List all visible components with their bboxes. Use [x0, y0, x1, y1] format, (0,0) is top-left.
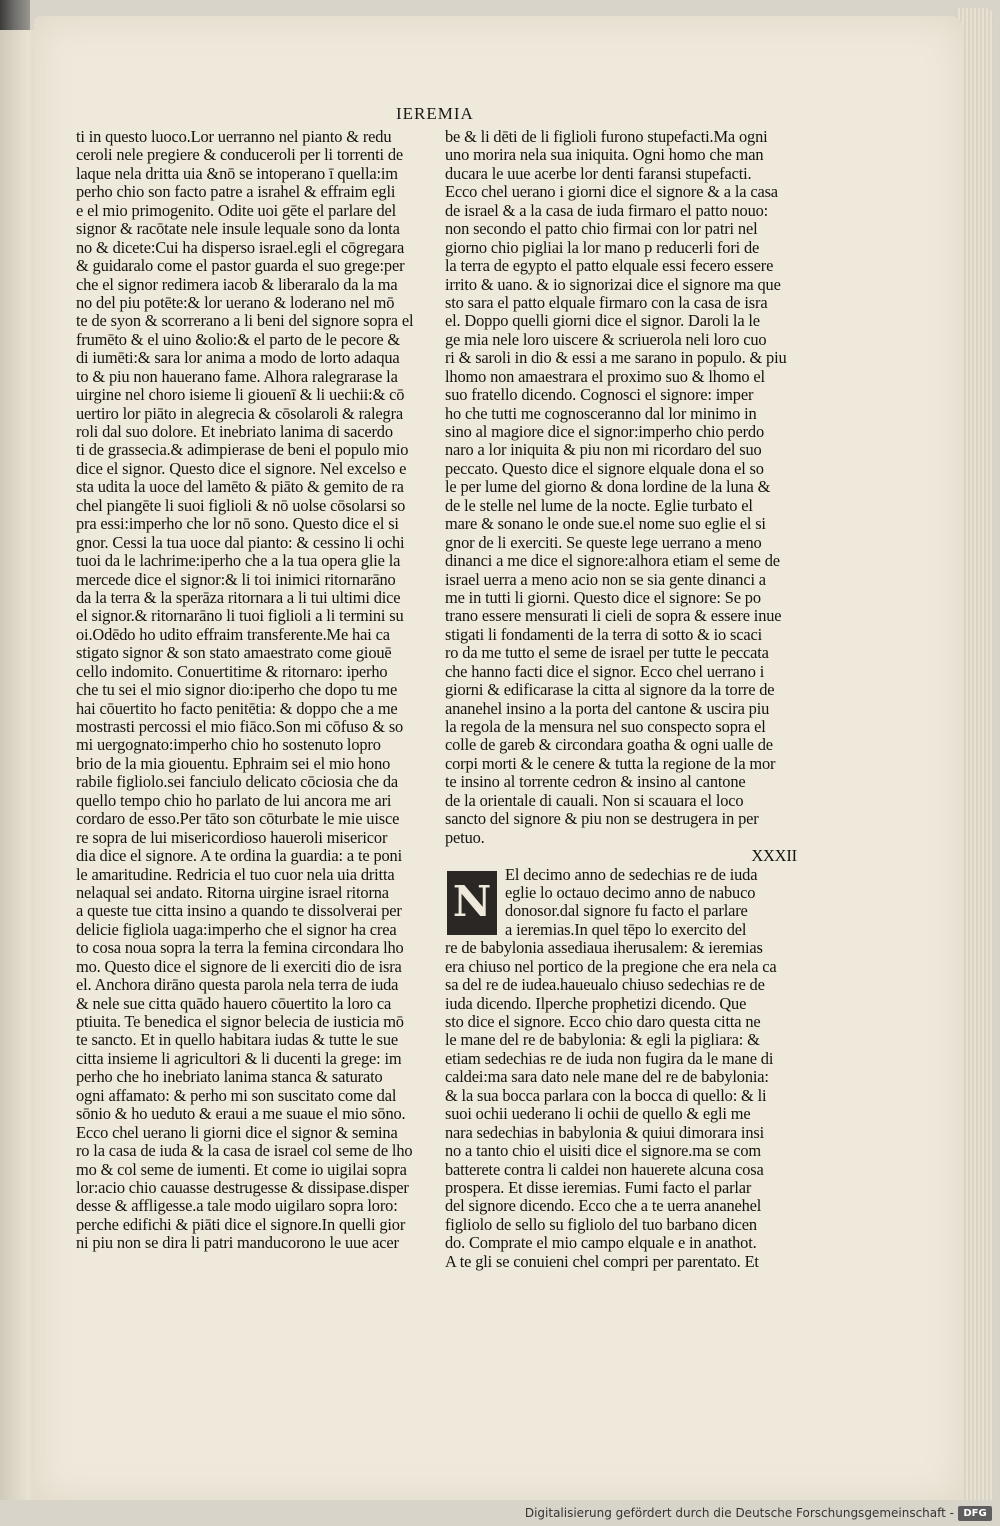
text-line: caldei:ma sara dato nele mane del re de babylonia: [445, 1068, 769, 1087]
text-line: la terra de egypto el patto elquale essi fecero essere [445, 257, 774, 276]
text-line: petuo. [445, 828, 485, 847]
text-line: laque nela dritta uia &nō se intoperano ī quella:im [76, 164, 398, 183]
text-line: mo & col seme de iumenti. Et come io uigilai sopra [76, 1160, 407, 1179]
text-line: batterete contra li caldei non hauerete alcuna cosa [445, 1160, 764, 1179]
text-line: trano essere mensurati li cieli de sopra & essere inue [445, 607, 782, 626]
text-line: dinanci a me dice el signore:alhora etiam el seme de [445, 552, 780, 571]
text-line: ti in questo luoco.Lor uerranno nel pianto & redu [76, 128, 392, 146]
text-line: el signor.& ritornarāno li tuoi figlioli a li termini su [76, 607, 404, 626]
text-line: brio de la mia giouentu. Ephraim sei el mio hono [76, 754, 391, 773]
text-line: era chiuso nel portico de la pregione che era nela ca [445, 957, 777, 976]
text-line: tuoi da le lachrime:iperho che a la tua opera glie la [76, 552, 401, 571]
text-line: sa del re de iudea.haueualo chiuso sedechias re de [445, 976, 765, 995]
text-line: da la terra & la sperāza ritornara a li tui ultimi dice [76, 588, 401, 607]
text-line: figliolo de sello su figliolo del tuo barbano dicen [445, 1215, 757, 1234]
text-line: naro a lor iniquita & piu non mi ricordaro del suo [445, 441, 762, 460]
text-line: Ecco chel uerano i giorni dice el signore & a la casa [445, 183, 778, 202]
text-line: re sopra de lui misericordioso haueroli misericor [76, 828, 388, 847]
text-line: A te gli se conuieni chel compri per parentato. Et [445, 1252, 759, 1271]
text-line: le mane del re de babylonia: & egli la pigliara: & [445, 1031, 760, 1050]
footer-bar [0, 1500, 1000, 1526]
right-column-bottom-text [445, 939, 797, 1271]
text-line: sto dice el signore. Ecco chio daro questa citta ne [445, 1013, 761, 1031]
text-line: eglie lo octauo decimo anno de nabuco [505, 883, 756, 902]
text-line: sino al magiore dice el signor:imperho chio perdo [445, 423, 765, 441]
dfg-logo: DFG [958, 1506, 992, 1521]
text-line: ho che tutti me cognosceranno dal lor minimo in [445, 404, 757, 423]
text-line: frumēto & el uino &olio:& el parto de le pecore & [76, 330, 401, 349]
text-line: lhomo non amaestrara el proximo suo & lhomo el [445, 367, 765, 386]
text-line: de israel & a la casa de iuda firmaro el patto nouo: [445, 201, 769, 220]
text-line: desse & affligesse.a tale modo uigilaro sopra loro: [76, 1197, 398, 1216]
text-line: giorno chio pigliai la lor mano p reducerli fori de [445, 238, 760, 257]
text-line: no a tanto chio el uisiti dice el signore.ma se com [445, 1142, 761, 1161]
text-line: de le stelle nel lume de la nocte. Eglie turbato el [445, 496, 753, 515]
text-line: irrito & uano. & io signorizai dice el signore ma que [445, 275, 781, 294]
text-line: sto sara el patto elquale firmaro con la casa de isra [445, 293, 768, 312]
text-line: do. Comprate el mio campo elquale e in anathot. [445, 1234, 757, 1253]
text-line: no del piu potēte:& lor uerano & loderano nel mō [76, 293, 395, 312]
text-line: uno morira nela sua iniquita. Ogni homo che man [445, 146, 764, 165]
text-line: ptiuita. Te benedica el signor belecia de iusticia mō [76, 1013, 404, 1031]
text-line: Ecco chel uerano li giorni dice el signor & semina [76, 1123, 398, 1142]
text-line: donosor.dal signore fu facto el parlare [505, 902, 748, 921]
text-line: stigato signor & son stato amaestrato come giouē [76, 644, 392, 663]
text-line: dia dice el signore. A te ordina la guardia: a te poni [76, 847, 402, 866]
text-line: pra essi:imperho che lor nō sono. Questo dice el si [76, 515, 399, 534]
text-line: corpi morti & le cenere & tutta la regione de la mor [445, 754, 776, 773]
text-line: ducara le uue acerbe lor denti faransi stupefacti. [445, 164, 752, 183]
text-line: mi uergognato:imperho chio ho sostenuto lopro [76, 736, 381, 755]
text-line: nelaqual sei andato. Ritorna uirgine israel ritorna [76, 883, 389, 902]
initial-paragraph [445, 866, 797, 940]
text-line: mercede dice el signor:& li toi inimici ritornarāno [76, 570, 396, 589]
text-line: sta udita la uoce del lamēto & piāto & gemito de ra [76, 478, 404, 497]
text-line: lor:acio chio cauasse destrugesse & dissipase.disper [76, 1178, 409, 1197]
text-line: sancto del signore & piu non se destrugera in per [445, 810, 759, 829]
text-line: giorni & edificarase la citta al signore da la torre de [445, 681, 775, 700]
text-line: chel piangēte li suoi figlioli & nō uolse cōsolarsi so [76, 496, 406, 515]
text-line: e el mio primogenito. Odite uoi gēte el parlare del [76, 201, 397, 220]
text-line: cordaro de esso.Per tāto son cōturbate le mie uisce [76, 810, 400, 829]
text-line: de la orientale di cauali. Non si scauara el loco [445, 791, 744, 810]
text-line: delicie figliola uaga:imperho che el signor ha crea [76, 920, 397, 939]
text-line: be & li dēti de li figlioli furono stupefacti.Ma ogni [445, 128, 768, 146]
text-line: hai cōuertito ho facto penitētia: & doppo che a me [76, 699, 398, 718]
text-line: suo fratello dicendo. Cognosci el signore: imper [445, 386, 754, 405]
text-line: uirgine nel choro isieme li giouenī & li uechii:& cō [76, 386, 405, 405]
text-line: te sancto. Et in quello habitara iudas & tutte le sue [76, 1031, 399, 1050]
left-text-column [76, 128, 432, 1253]
text-line: del signore dicendo. Ecco che a te uerra ananehel [445, 1197, 762, 1216]
text-line: perche edifichi & piāti dice el signore.In quelli gior [76, 1215, 406, 1234]
text-line: & la sua bocca parlara con la bocca di quello: & li [445, 1086, 767, 1105]
text-line: colle de gareb & circondara goatha & ogni ualle de [445, 736, 773, 755]
text-line: to cosa noua sopra la terra la femina circondara lho [76, 939, 404, 958]
right-text-column [445, 128, 797, 1271]
text-line: a ieremias.In quel tēpo lo exercito del [505, 920, 747, 939]
chapter-number: XXXII [751, 847, 797, 866]
text-line: non secondo el patto chio firmai con lor patri nel [445, 220, 758, 239]
text-line: ge mia nele loro uiscere & scriuerola neli loro cuo [445, 330, 767, 349]
text-line: iuda dicendo. Ilperche prophetizi dicendo. Que [445, 994, 747, 1013]
text-line: rabile figliolo.sei fanciulo delicato cōciosia che da [76, 773, 399, 792]
chapter-heading-line [445, 847, 797, 865]
text-line: signor & racōtate nele insule lequale sono da lonta [76, 220, 400, 239]
text-line: El decimo anno de sedechias re de iuda [505, 865, 758, 884]
text-line: oi.Odēdo ho udito effraim transferente.Me hai ca [76, 625, 390, 644]
text-line: me in tutti li giorni. Questo dice el signore: Se po [445, 588, 761, 607]
text-line: nara sedechias in babylonia & quiui dimorara insi [445, 1123, 765, 1142]
right-column-top-text [445, 128, 797, 847]
text-line: perho chio son facto patre a israhel & effraim egli [76, 183, 396, 202]
text-line: uertiro lor piāto in alegrecia & cōsolaroli & ralegra [76, 404, 404, 423]
text-line: sōnio & ho ueduto & eraui a me suaue el mio sōno. [76, 1105, 406, 1124]
text-line: te insino al torrente cedron & insino al cantone [445, 773, 746, 792]
text-line: el. Anchora dirāno questa parola nela terra de iuda [76, 976, 399, 995]
text-line: mostrasti percossi el mio fiāco.Son mi cōfuso & so [76, 718, 404, 736]
text-line: el. Doppo quelli giorni dice el signor. Daroli la le [445, 312, 760, 331]
text-line: gnor de li exerciti. Se queste lege uerrano a meno [445, 533, 762, 552]
text-line: prospera. Et disse ieremias. Fumi facto el parlar [445, 1178, 752, 1197]
text-line: che el signor redimera iacob & liberaralo da la ma [76, 275, 398, 294]
text-line: no & dicete:Cui ha disperso israel.egli el cōgregara [76, 238, 405, 257]
text-line: te de syon & scorrerano a li beni del signore sopra el [76, 312, 414, 331]
text-line: & nele sue citta quādo hauero cōuertito la loro ca [76, 994, 392, 1013]
text-line: gnor. Cessi la tua uoce dal pianto: & cessino li ochi [76, 533, 405, 552]
text-line: & guidaralo come el pastor guarda el suo grege:per [76, 257, 405, 276]
text-line: di iumēti:& sara lor anima a modo de lorto adaqua [76, 349, 400, 368]
text-line: che tu sei el mio signor dio:iperho che dopo tu me [76, 681, 398, 700]
text-line: cello indomito. Conuertitime & ritornaro: iperho [76, 662, 388, 681]
text-line: la regola de la mensura nel suo conspecto sopra el [445, 718, 766, 736]
text-line: ro la casa de iuda & la casa de israel col seme de lho [76, 1142, 413, 1161]
text-line: mo. Questo dice el signore de li exerciti dio de isra [76, 957, 402, 976]
text-line: ananehel insino a la porta del cantone & uscira piu [445, 699, 770, 718]
text-line: ogni affamato: & perho mi son suscitato come dal [76, 1086, 397, 1105]
text-line: citta insieme li agricultori & li ducenti la grege: im [76, 1049, 402, 1068]
text-line: ro da me tutto el seme de israel per tutte le peccata [445, 644, 769, 663]
decorated-initial-letter: N [445, 869, 499, 937]
text-line: perho che ho inebriato lanima stanca & saturato [76, 1068, 383, 1087]
text-line: quello tempo chio ho parlato de lui ancora me ari [76, 791, 392, 810]
running-head: IEREMIA [396, 104, 474, 123]
text-line: peccato. Questo dice el signore elquale dona el so [445, 459, 764, 478]
text-line: dice el signor. Questo dice el signore. Nel excelso e [76, 459, 407, 478]
text-line: che hanno facti dice el signor. Ecco chel uerrano i [445, 662, 765, 681]
text-line: re de babylonia assediaua iherusalem: & ieremias [445, 939, 763, 958]
text-line: ceroli nele pregiere & conduceroli per li torrenti de [76, 146, 403, 165]
text-line: suoi ochii uederano li ochii de quello & egli me [445, 1105, 751, 1124]
text-line: israel uerra a meno acio non se sia gente dinanci a [445, 570, 766, 589]
text-line: a queste tue citta insino a quando te dissolverai per [76, 902, 402, 921]
text-line: le amaritudine. Redricia el tuo cuor nela uia dritta [76, 865, 395, 884]
text-line: ri & saroli in dio & essi a me sarano in populo. & piu [445, 349, 787, 368]
text-line: to & piu non hauerano fame. Alhora ralegrarase la [76, 367, 398, 386]
text-line: le per lume del giorno & dona lordine de la luna & [445, 478, 771, 497]
text-line: mare & sonano le onde sue.el nome suo eglie el si [445, 515, 766, 534]
text-line: roli dal suo dolore. Et inebriato lanima di sacerdo [76, 423, 393, 441]
text-line: stigati li fondamenti de la terra di sotto & io scaci [445, 625, 763, 644]
text-line: ni piu non se dira li patri manducorono le uue acer [76, 1234, 399, 1253]
dfg-attribution: Digitalisierung gefördert durch die Deutsche Forschungsgemeinschaft - [524, 1506, 954, 1520]
text-line: etiam sedechias re de iuda non fugira da le mane di [445, 1049, 774, 1068]
text-line: ti de grassecia.& adimpierase de beni el populo mio [76, 441, 409, 460]
